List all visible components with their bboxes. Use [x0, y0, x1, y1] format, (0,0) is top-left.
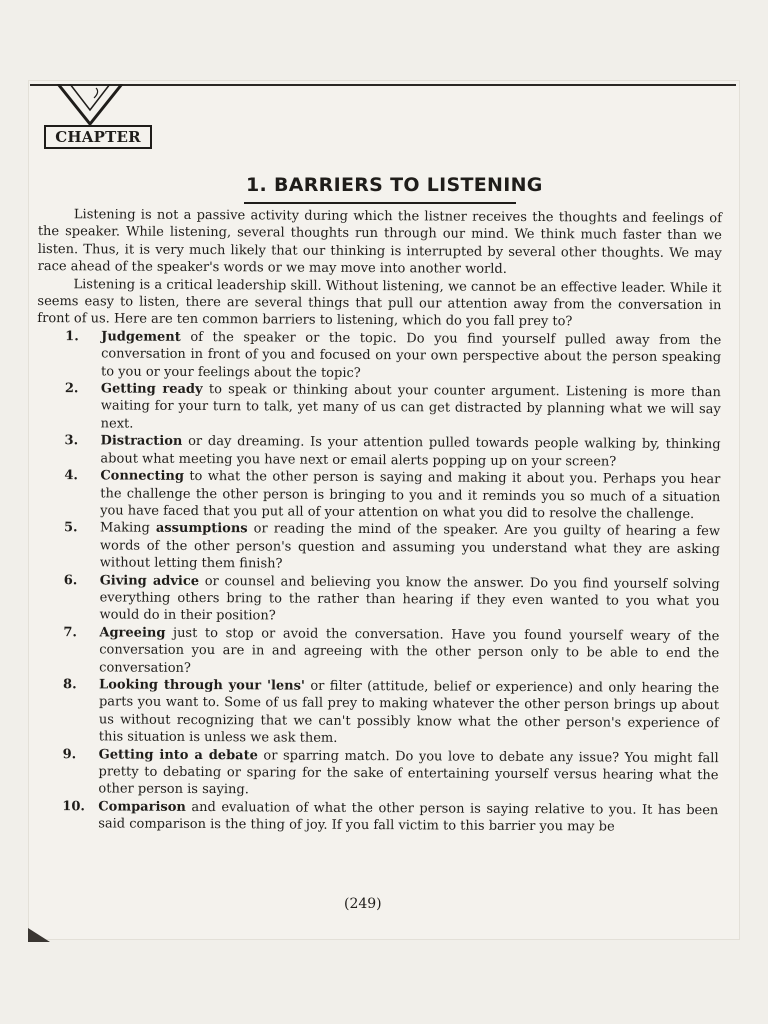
- body-text: [34, 206, 722, 837]
- barrier-item: [34, 798, 718, 837]
- barrier-lead-in: Making: [99, 520, 156, 537]
- barrier-term: Connecting: [100, 468, 184, 484]
- barrier-description: to speak or thinking about your counter argument. Listening is more than waiting for your turn to talk, yet many of us can get distracted by planning what we will say next.: [100, 382, 721, 432]
- barrier-number: 10.: [62, 798, 86, 815]
- chapter-label: [44, 125, 152, 149]
- leadership-paragraph: Listening is a critical leadership skill. Without listening, we cannot be an effective leader. While it seems easy to listen, there are several things that pull our attention away from the conversation in front of us. Here are ten common barriers to listening, which do you fall prey to?: [37, 276, 722, 330]
- barrier-term: Looking through your 'lens': [99, 677, 305, 694]
- barrier-term: Giving advice: [99, 572, 200, 589]
- barrier-description: or day dreaming. Is your attention pulled towards people walking by, thinking about what meeting you have next or email alerts popping up on your screen?: [100, 434, 721, 470]
- barrier-number: 1.: [65, 329, 79, 345]
- barrier-description: of the speaker or the topic. Do you find yourself pulled away from the conversation in front of you and focused on your own perspective about the person speaking to you or your feelings about the topic?: [100, 329, 722, 381]
- barrier-term: Getting ready: [100, 381, 203, 398]
- barrier-item: [35, 572, 719, 628]
- barrier-item: [37, 328, 721, 384]
- barrier-number: 3.: [64, 433, 79, 449]
- barrier-description: or filter (attitude, belief or experience) and only hearing the parts you want to. Some of us fall prey to making whatever the other person brings up about us without recognizing that we can't possibly know what the other person's experience of this situation is unless we ask them.: [98, 678, 720, 747]
- barrier-number: 5.: [63, 520, 78, 536]
- barrier-term: Judgement: [101, 329, 181, 345]
- barrier-term: assumptions: [155, 521, 248, 537]
- barrier-item: [35, 624, 719, 680]
- barrier-term: Getting into a debate: [98, 746, 258, 763]
- barrier-item: [36, 519, 720, 575]
- chapter-label-text: CHAPTER: [55, 128, 141, 146]
- barrier-number: 2.: [64, 381, 79, 397]
- barrier-number: 4.: [64, 468, 78, 484]
- section-heading: 1. BARRIERS TO LISTENING: [246, 174, 543, 196]
- barrier-term: Distraction: [100, 433, 183, 450]
- barrier-term: Comparison: [98, 799, 186, 815]
- page-corner-shadow: [28, 928, 50, 942]
- barrier-description: just to stop or avoid the conversation. Have you found yourself weary of the conversation you are in and agreeing with the other person only to be able to end the conversation?: [99, 625, 720, 676]
- barrier-item: [36, 432, 720, 471]
- barrier-description: or counsel and believing you know the answer. Do you find yourself solving everything others bring to the rather than hearing if they even wanted to you what you would do in their position?: [99, 573, 720, 624]
- barriers-list: [34, 328, 721, 837]
- barrier-description: and evaluation of what the other person is saying relative to you. It has been said comparison is the thing of joy. If you fall victim to this barrier you may be: [98, 799, 719, 835]
- intro-paragraph: Listening is not a passive activity during which the listner receives the thoughts and feelings of the speaker. While listening, several thoughts run through our mind. We think much faster than we listen. Thus, it is very much likely that our thinking is interrupted by several other thoughts. We may race ahead of the speaker's words or we may move into another world.: [37, 207, 722, 278]
- barrier-item: [37, 380, 721, 436]
- barrier-description: or sparring match. Do you love to debate any issue? You might fall pretty to debating or sparing for the sake of entertaining yourself versus hearing what the other person is saying.: [98, 747, 719, 798]
- barrier-description: to what the other person is saying and making it about you. Perhaps you hear the challenge the other person is bringing to you and it reminds you so much of a situation you have faced that you put all of your attention on what you did to resolve the challenge.: [100, 468, 721, 522]
- barrier-item: [35, 676, 719, 750]
- barrier-term: Agreeing: [99, 625, 166, 641]
- page-number: (249): [344, 896, 382, 912]
- heading-underline: [244, 202, 516, 204]
- barrier-description: or reading the mind of the speaker. Are you guilty of hearing a few words of the other person's question and assuming you understand what they are asking without letting them finish?: [99, 521, 721, 572]
- barrier-item: [34, 746, 718, 802]
- barrier-number: 8.: [63, 677, 77, 693]
- barrier-number: 7.: [63, 624, 78, 640]
- barrier-number: 9.: [62, 746, 77, 762]
- barrier-item: [36, 467, 720, 523]
- barrier-number: 6.: [63, 572, 78, 588]
